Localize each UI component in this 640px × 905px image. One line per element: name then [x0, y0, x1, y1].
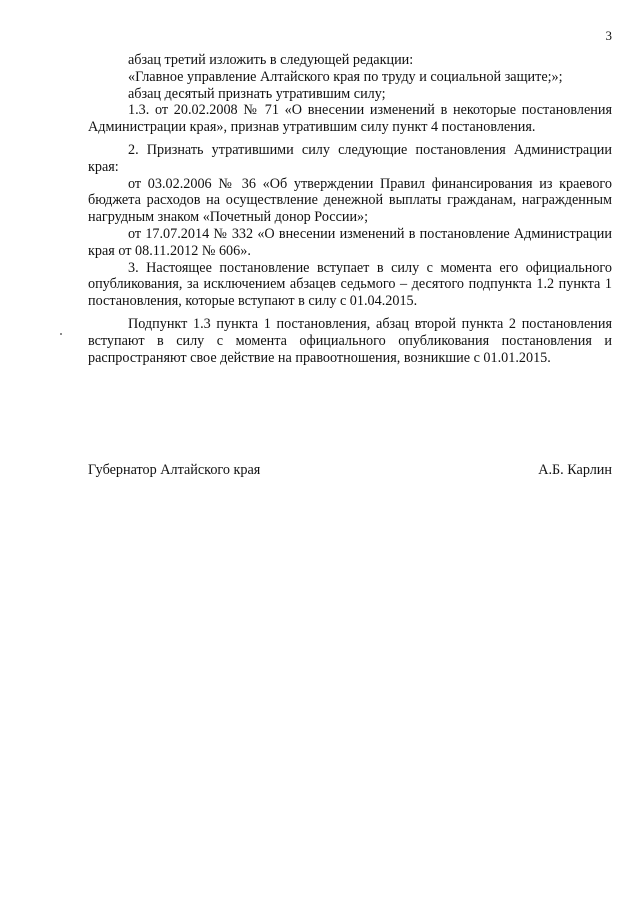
paragraph-podpunkt-1-3: Подпункт 1.3 пункта 1 постановления, абзац второй пункта 2 постановления вступают в силу с момента официального опубликования постановления и распространяют свое действие на правоотношения, возникшие с 01.01.2015. [88, 315, 612, 366]
paragraph-2: 2. Признать утратившими силу следующие постановления Администрации края: [88, 141, 612, 175]
paragraph-3: 3. Настоящее постановление вступает в силу с момента его официального опубликования, за исключением абзацев седьмого – десятого подпункта 1.2 пункта 1 постановления, которые вступают в силу с 01.04.2015. [88, 259, 612, 310]
scan-speck [60, 333, 62, 335]
signature-block [88, 462, 612, 479]
paragraph-1-3: 1.3. от 20.02.2008 № 71 «О внесении изменений в некоторые постановления Администрации края», признав утратившим силу пункт 4 постановления. [88, 102, 612, 136]
paragraph-quoted-name: «Главное управление Алтайского края по труду и социальной защите;»; [128, 68, 563, 85]
paragraph-2-item-1: от 03.02.2006 № 36 «Об утверждении Правил финансирования из краевого бюджета расходов на осуществление денежной выплаты гражданам, награжденным нагрудным знаком «Почетный донор России»; [88, 175, 612, 226]
signatory-position: Губернатор Алтайского края [88, 462, 261, 478]
paragraph-abzac-tretiy: абзац третий изложить в следующей редакции: [128, 52, 414, 68]
paragraph-2-item-2: от 17.07.2014 № 332 «О внесении изменений в постановление Администрации края от 08.11.2012 № 606». [88, 225, 612, 259]
page-number: 3 [605, 28, 612, 43]
paragraph-abzac-desyatyy: абзац десятый признать утратившим силу; [128, 85, 386, 102]
signatory-name: А.Б. Карлин [538, 462, 612, 478]
document-body [88, 52, 612, 366]
